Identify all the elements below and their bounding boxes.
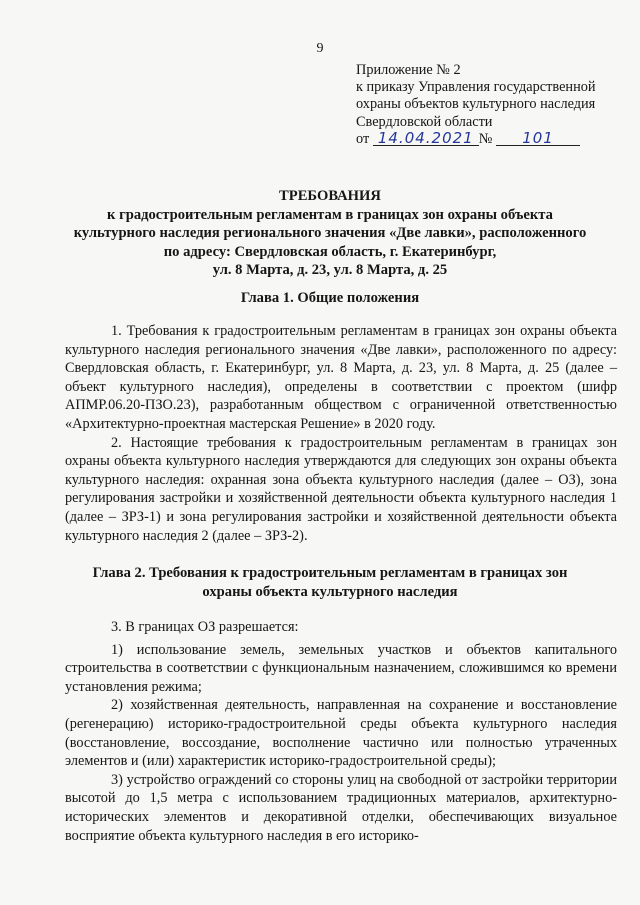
handwritten-date: 14.04.2021 xyxy=(373,131,479,146)
paragraph: 1. Требования к градостроительным регламентам в границах зон охраны объекта культурного наследия регионального значения «Две лавки», расположенного по адресу: Свердловская область, г. Екатеринбург, ул. 8 Марта, д. 23, ул. 8 Марта, д. 25 (далее – объект культурного наследия), определены в соответствии с проектом (шифр АПМР.06.20-ПЗО.23), разработанным обществом с ограниченной ответственностью «Архитектурно-проектная мастерская Решение» в 2020 году. xyxy=(65,323,617,432)
document-title xyxy=(60,187,600,280)
title-line: ТРЕБОВАНИЯ xyxy=(279,188,381,204)
paragraph-intro: 3. В границах ОЗ разрешается: xyxy=(111,619,299,635)
title-line: культурного наследия регионального значения «Две лавки», расположенного xyxy=(73,225,587,242)
paragraph: 2. Настоящие требования к градостроительным регламентам в границах зон охраны объекта культурного наследия утверждаются для следующих зон охраны объекта культурного наследия: охранная зона объекта культурного наследия (далее – ОЗ), зона регулирования застройки и хозяйственной деятельности объекта культурного наследия 1 (далее – ЗРЗ-1) и зона регулирования застройки и хозяйственной деятельности объекта культурного наследия 2 (далее – ЗРЗ-2). xyxy=(65,434,617,544)
page-number: 9 xyxy=(316,41,324,56)
handwritten-number: 101 xyxy=(496,131,580,146)
title-line: ул. 8 Марта, д. 23, ул. 8 Марта, д. 25 xyxy=(212,262,448,279)
title-line: по адресу: Свердловская область, г. Екатеринбург, xyxy=(163,243,497,260)
chapter-heading-line: Глава 2. Требования к градостроительным регламентам в границах зон xyxy=(92,565,568,581)
appendix-line: Приложение № 2 xyxy=(356,62,461,78)
number-label: № xyxy=(478,130,493,147)
chapter-heading-line: Глава 1. Общие положения xyxy=(240,290,420,306)
appendix-line: Свердловской области xyxy=(356,113,493,130)
appendix-block xyxy=(356,62,638,148)
chapter-heading-line: охраны объекта культурного наследия xyxy=(202,584,458,600)
from-label: от xyxy=(356,130,370,147)
chapter-2-heading xyxy=(40,564,620,602)
list-item: 3) устройство ограждений со стороны улиц на свободной от застройки территории высотой до 1,5 метра с использованием традиционных материалов, архитектурно-исторических элементов и декоративной отделки, обеспечивающих визуальное восприятие объекта культурного наследия в его историко- xyxy=(65,771,617,844)
appendix-signature-line xyxy=(356,128,638,148)
list-item: 2) хозяйственная деятельность, направленная на сохранение и восстановление (регенерацию) историко-градостроительной среды объекта культурного наследия (восстановление, воссоздание, восполнение частично или полностью утраченных элементов и (или) характеристик историко-градостроительной среды); xyxy=(65,697,617,770)
list-item: 1) использование земель, земельных участков и объектов капитального строительства в соответствии с функциональным назначением, сложившимся ко времени установления режима; xyxy=(65,641,617,695)
appendix-line: охраны объектов культурного наследия xyxy=(356,96,596,113)
chapter-2-body xyxy=(65,618,617,845)
chapter-1-heading xyxy=(40,289,620,308)
chapter-1-body xyxy=(65,322,617,545)
appendix-line: к приказу Управления государственной xyxy=(356,79,596,96)
title-line: к градостроительным регламентам в границах зон охраны объекта xyxy=(107,206,553,223)
